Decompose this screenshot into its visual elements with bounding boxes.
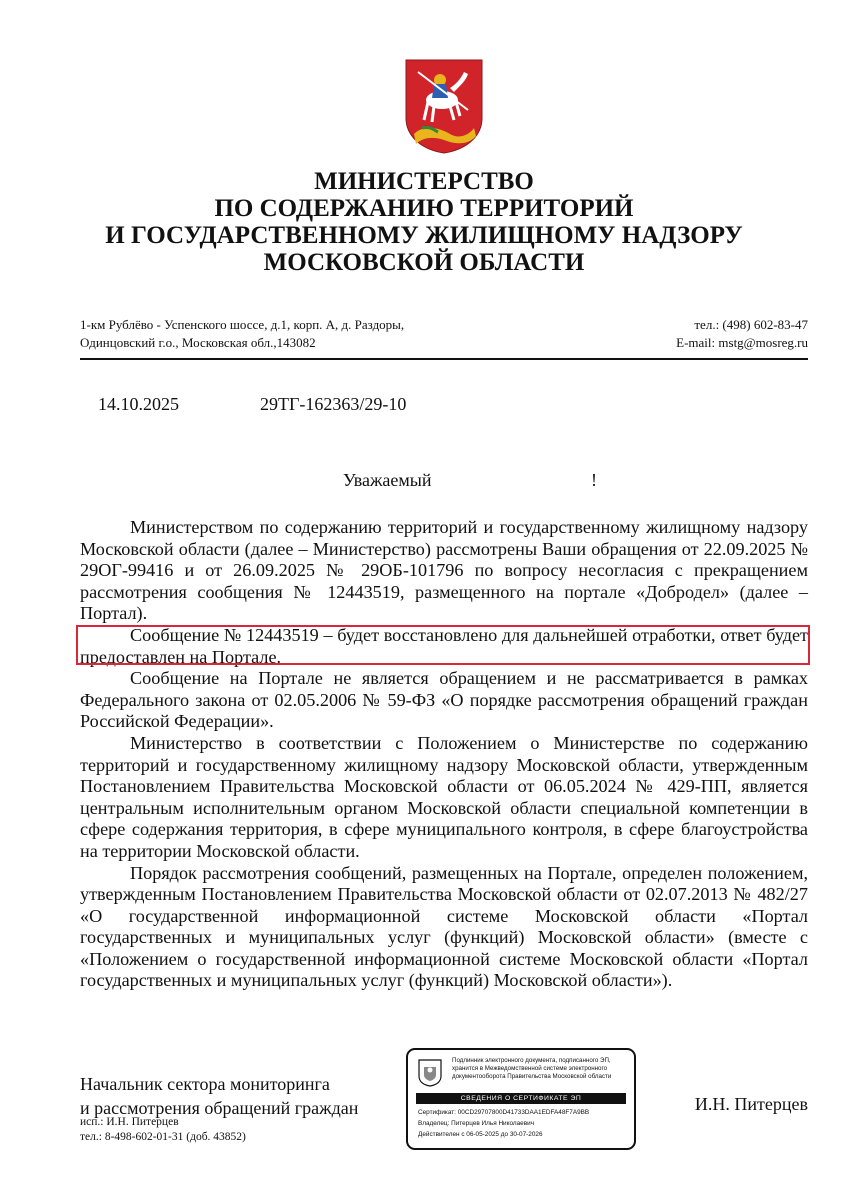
ministry-title-line-3: И ГОСУДАРСТВЕННОМУ ЖИЛИЩНОМУ НАДЗОРУ (105, 222, 743, 249)
paragraph-5: Порядок рассмотрения сообщений, размещенных на Портале, определен положением, утвержденным Постановлением Правительства Московской области от 02.07.2013 № 482/27 «О государственной информационной системе Московской области «Портал государственных и муниципальных услуг (функций) Московской области» (вместе с «Положением о государственной информационной системе Московской области «Портал государственных и муниципальных услуг (функций) Московской области»). (80, 862, 808, 991)
document-number: 29ТГ-162363/29-10 (260, 394, 407, 414)
document-date: 14.10.2025 (98, 394, 179, 414)
ministry-title-line-4: МОСКОВСКОЙ ОБЛАСТИ (263, 249, 585, 276)
stamp-notice-line-1: Подлинник электронного документа, подписанного ЭП, (452, 1057, 611, 1064)
stamp-notice-line-3: документооборота Правительства Московской области (452, 1073, 612, 1080)
coat-of-arms-icon (404, 58, 484, 154)
paragraph-2-highlighted: Сообщение № 12443519 – будет восстановлено для дальнейшей отработки, ответ будет предоставлен на Портале. (80, 624, 808, 667)
signer-position-line-2: и рассмотрения обращений граждан (80, 1098, 359, 1118)
email-address: E-mail: mstg@mosreg.ru (676, 335, 808, 350)
signer-position-line-1: Начальник сектора мониторинга (80, 1074, 330, 1094)
signer-name: И.Н. Питерцев (694, 1094, 808, 1114)
paragraph-1: Министерством по содержанию территорий и государственному жилищному надзору Московской области (далее – Министерство) рассмотрены Ваши обращения от 22.09.2025 № 29ОГ-99416 и от 26.09.2025 № 29ОБ-101796 по вопросу несогласия с прекращением рассмотрения сообщения № 12443519, размещенного на портале «Добродел» (далее – Портал). (80, 517, 808, 624)
highlight-box (76, 625, 810, 665)
header-divider (80, 358, 808, 360)
paragraph-3: Сообщение на Портале не является обращением и не рассматривается в рамках Федерального закона от 02.05.2006 № 59-ФЗ «О порядке рассмотрения обращений граждан Российской Федерации». (80, 668, 808, 732)
greeting-exclamation: ! (591, 470, 597, 490)
stamp-validity: Действителен с 06-05-2025 до 30-07-2026 (418, 1131, 543, 1138)
stamp-heading: СВЕДЕНИЯ О СЕРТИФИКАТЕ ЭП (416, 1093, 626, 1104)
greeting-text: Уважаемый (343, 470, 432, 490)
stamp-notice-line-2: хранится в Межведомственной системе электронного (452, 1065, 608, 1072)
ministry-title-line-2: ПО СОДЕРЖАНИЮ ТЕРРИТОРИЙ (214, 195, 634, 222)
executor-info (80, 1115, 246, 1145)
ministry-contacts (676, 316, 808, 352)
address-line-2: Одинцовский г.о., Московская обл.,143082 (80, 335, 316, 350)
executor-name: исп.: И.Н. Питерцев (80, 1116, 179, 1128)
phone-number: тел.: (498) 602-83-47 (694, 317, 808, 332)
executor-phone: тел.: 8-498-602-01-31 (доб. 43852) (80, 1131, 246, 1143)
signer-position (80, 1072, 358, 1120)
stamp-owner: Владелец: Питерцев Илья Николаевич (418, 1120, 535, 1127)
ministry-address (80, 316, 404, 352)
stamp-notice (452, 1057, 632, 1081)
stamp-certificate: Сертификат: 00CD29707800D41733DAA1EDFA48F7A9BB (418, 1109, 590, 1116)
stamp-coat-of-arms-icon (418, 1059, 442, 1087)
electronic-signature-stamp (406, 1048, 636, 1150)
letter-body (80, 517, 808, 992)
address-line-1: 1-км Рублёво - Успенского шоссе, д.1, корп. А, д. Раздоры, (80, 317, 405, 332)
ministry-title-line-1: МИНИСТЕРСТВО (314, 168, 534, 195)
paragraph-4: Министерство в соответствии с Положением о Министерстве по содержанию территорий и государственному жилищному надзору Московской области, утвержденным Постановлением Правительства Московской области от 06.05.2024 № 429-ПП, является центральным исполнительным органом Московской области специальной компетенции в сфере содержания территория, в сфере муниципального контроля, в сфере благоустройства на территории Московской области. (80, 732, 808, 861)
